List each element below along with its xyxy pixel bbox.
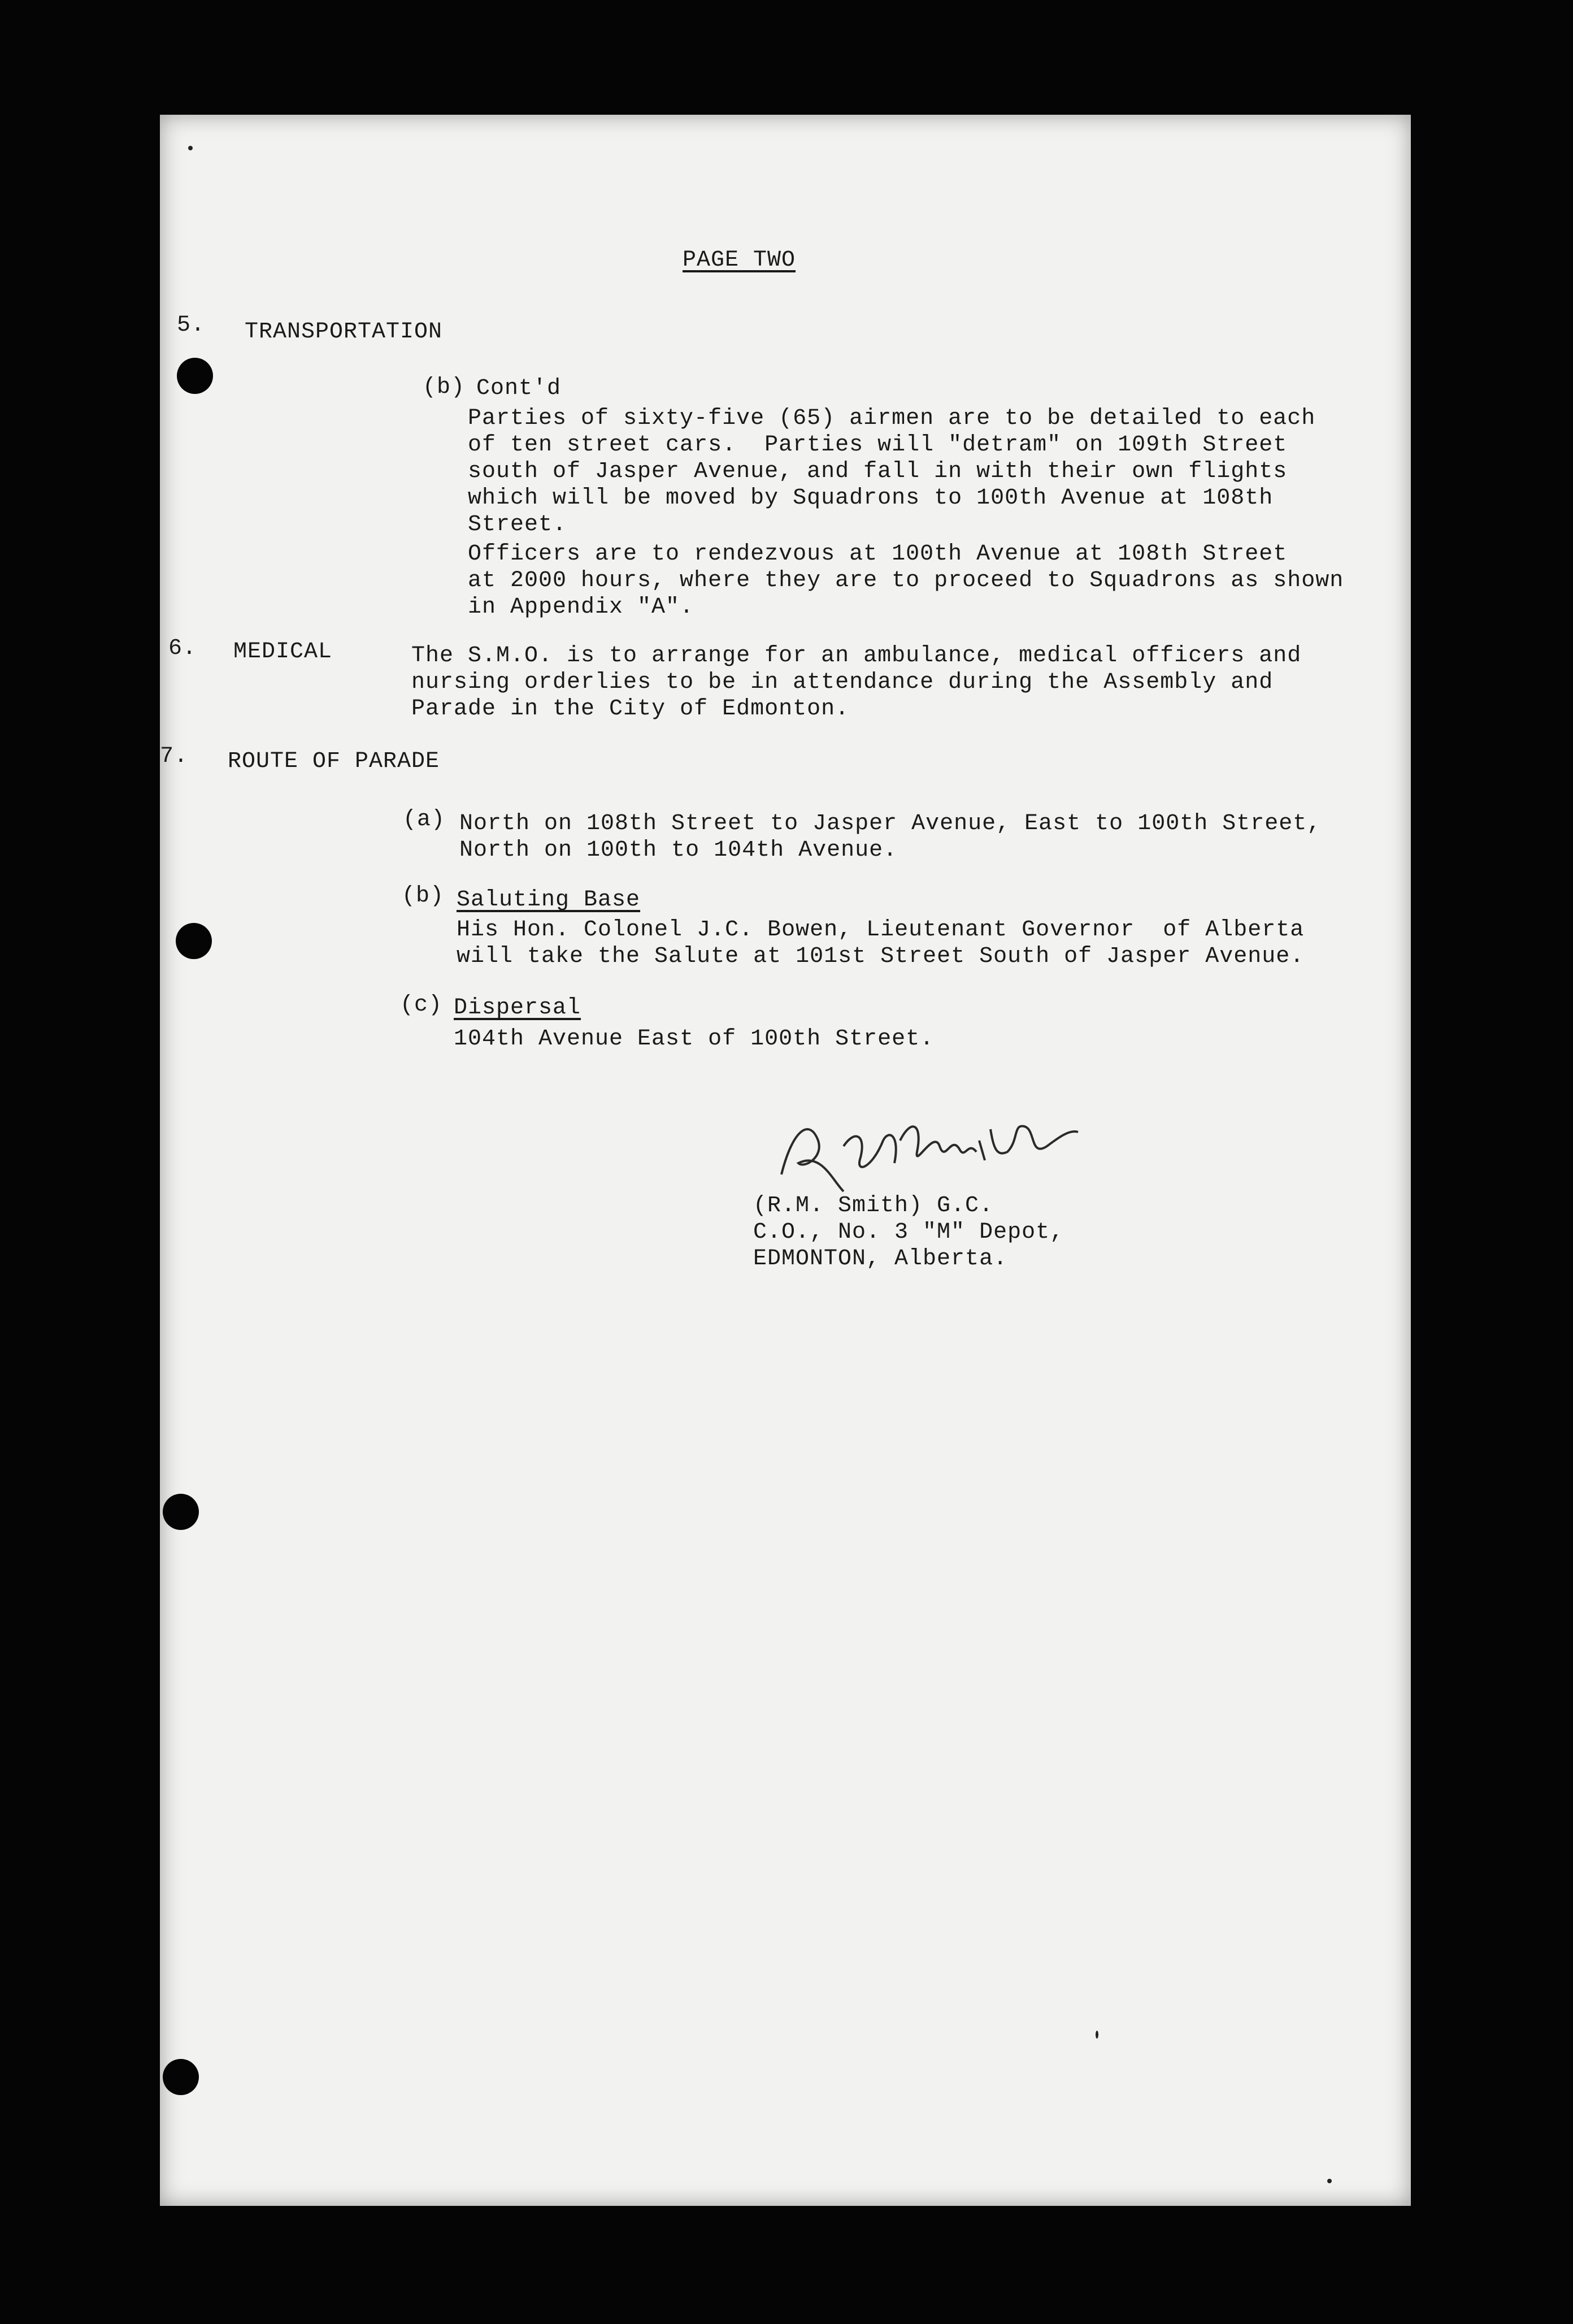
signature-line: C.O., No. 3 "M" Depot, [753,1220,1064,1245]
document-page [160,115,1411,2206]
section-6-heading: MEDICAL [233,639,333,665]
section-7c-line: 104th Avenue East of 100th Street. [454,1026,935,1052]
section-5b-para1-line: south of Jasper Avenue, and fall in with their own flights [468,459,1288,484]
speck [1327,2179,1332,2183]
section-5b-para1-line: of ten street cars. Parties will "detram" on 109th Street [468,432,1288,458]
handwritten-signature [770,1107,1087,1203]
punch-hole [176,923,212,959]
section-5b-para1-line: Street. [468,512,567,537]
section-7b-label: (b) [402,883,445,909]
signature-line: (R.M. Smith) G.C. [753,1193,994,1219]
section-5-heading: TRANSPORTATION [245,319,443,345]
section-7a-line: North on 108th Street to Jasper Avenue, East to 100th Street, [459,811,1322,836]
speck [1096,2031,1098,2039]
section-6-line: Parade in the City of Edmonton. [411,696,850,722]
section-5b-label: (b) [423,375,466,400]
punch-hole [163,1494,199,1530]
section-7b-line: His Hon. Colonel J.C. Bowen, Lieutenant Governor of Alberta [457,917,1305,943]
section-7b-title: Saluting Base [457,887,641,913]
section-7c-title: Dispersal [454,995,581,1021]
section-7-heading: ROUTE OF PARADE [228,749,440,774]
signature-line: EDMONTON, Alberta. [753,1246,1008,1272]
section-6-line: The S.M.O. is to arrange for an ambulance, medical officers and [411,643,1302,669]
section-7-number: 7. [160,744,189,769]
section-7a-line: North on 100th to 104th Avenue. [459,838,898,863]
speck [188,146,193,150]
page-title: PAGE TWO [683,248,796,273]
section-5b-para1-line: Parties of sixty-five (65) airmen are to be detailed to each [468,406,1316,431]
section-5b-para2-line: in Appendix "A". [468,595,694,620]
punch-hole [163,2059,199,2095]
section-7c-label: (c) [400,992,443,1018]
section-5b-title: Cont'd [476,376,562,401]
section-7a-label: (a) [403,807,446,833]
section-6-number: 6. [168,636,197,661]
section-5b-para1-line: which will be moved by Squadrons to 100th Avenue at 108th [468,485,1274,511]
section-7b-line: will take the Salute at 101st Street South of Jasper Avenue. [457,944,1305,969]
section-5-number: 5. [177,313,206,338]
punch-hole [177,358,213,394]
section-5b-para2-line: Officers are to rendezvous at 100th Avenue at 108th Street [468,541,1288,567]
section-6-line: nursing orderlies to be in attendance during the Assembly and [411,670,1274,695]
section-5b-para2-line: at 2000 hours, where they are to proceed to Squadrons as shown [468,568,1344,593]
